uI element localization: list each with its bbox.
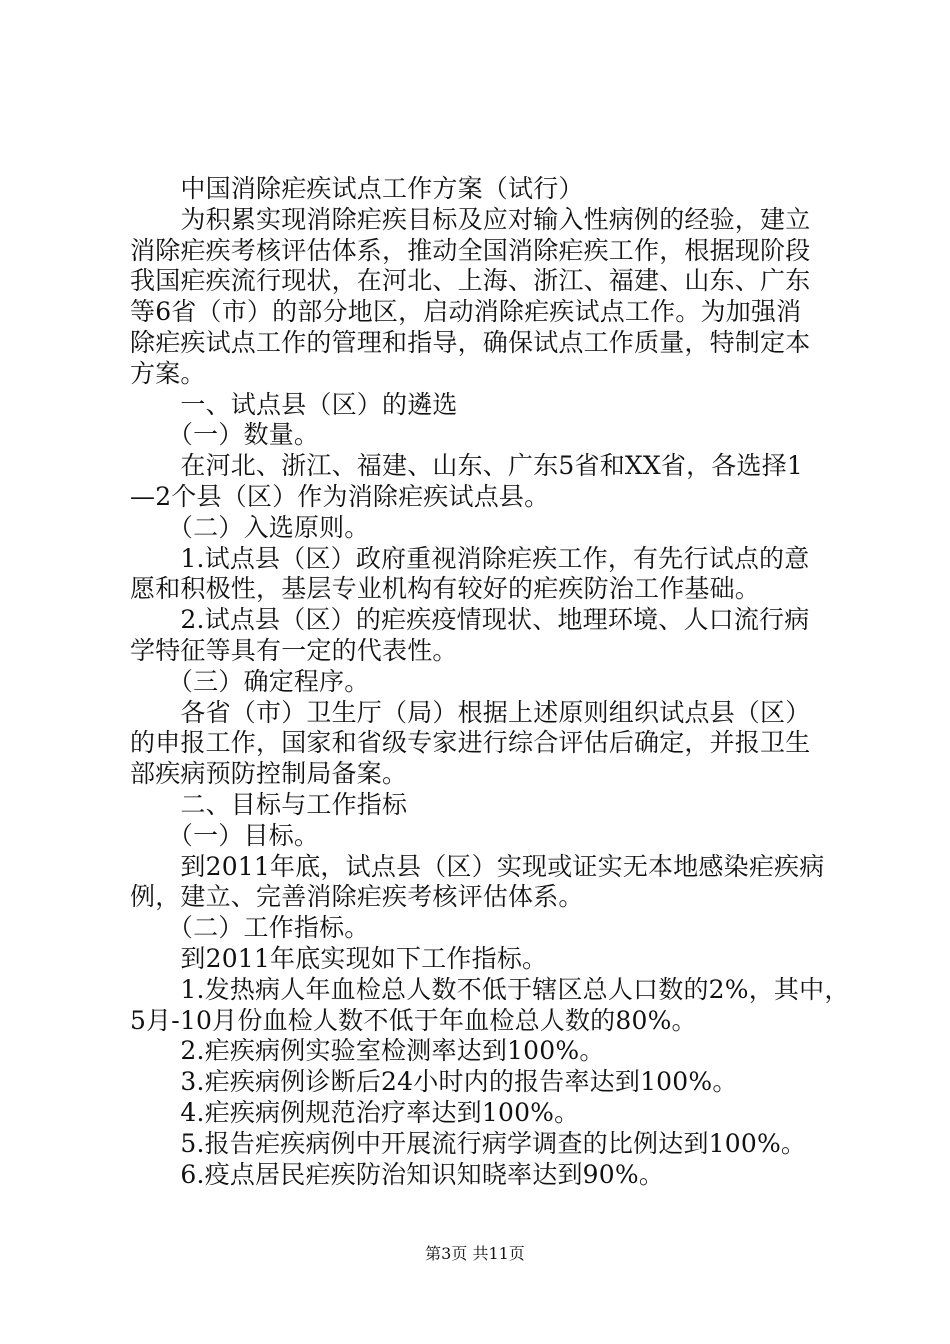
document-body xyxy=(130,174,850,1190)
document-line: 二、目标与工作指标 xyxy=(130,789,408,819)
document-line: 2.疟疾病例实验室检测率达到100%。 xyxy=(130,1036,605,1066)
document-line: 2.试点县（区）的疟疾疫情现状、地理环境、人口流行病 xyxy=(130,605,810,635)
document-line: 消除疟疾考核评估体系，推动全国消除疟疾工作，根据现阶段 xyxy=(130,235,811,265)
document-line: 各省（市）卫生厅（局）根据上述原则组织试点县（区） xyxy=(130,697,811,727)
document-line: 例，建立、完善消除疟疾考核评估体系。 xyxy=(130,882,584,912)
document-line: 1.试点县（区）政府重视消除疟疾工作，有先行试点的意 xyxy=(130,543,810,573)
document-line: —2个县（区）作为消除疟疾试点县。 xyxy=(130,481,550,511)
document-line: 中国消除疟疾试点工作方案（试行） xyxy=(130,174,584,203)
document-line: 4.疟疾病例规范治疗率达到100%。 xyxy=(130,1097,580,1127)
document-line: 愿和积极性，基层专业机构有较好的疟疾防治工作基础。 xyxy=(130,574,761,604)
document-line: 除疟疾试点工作的管理和指导，确保试点工作质量，特制定本 xyxy=(130,327,811,357)
document-line: 在河北、浙江、福建、山东、广东5省和XX省，各选择1 xyxy=(130,451,804,481)
document-line: 5.报告疟疾病例中开展流行病学调查的比例达到100%。 xyxy=(130,1128,807,1158)
document-line: 到2011年底，试点县（区）实现或证实无本地感染疟疾病 xyxy=(130,851,825,881)
document-line: （二）入选原则。 xyxy=(130,512,370,542)
document-line: （一）目标。 xyxy=(130,820,320,850)
document-line: （三）确定程序。 xyxy=(130,666,370,696)
document-line: 1.发热病人年血检总人数不低于辖区总人口数的2%，其中， xyxy=(130,974,850,1004)
document-line: 学特征等具有一定的代表性。 xyxy=(130,635,458,665)
document-line: 一、试点县（区）的遴选 xyxy=(130,389,458,419)
page-footer: 第3页 共11页 xyxy=(425,1244,525,1263)
document-line: 部疾病预防控制局备案。 xyxy=(130,759,408,789)
document-line: 5月-10月份血检人数不低于年血检总人数的80%。 xyxy=(130,1005,697,1035)
document-line: 我国疟疾流行现状，在河北、上海、浙江、福建、山东、广东 xyxy=(130,266,811,296)
document-line: 6.疫点居民疟疾防治知识知晓率达到90%。 xyxy=(130,1159,665,1189)
document-line: （二）工作指标。 xyxy=(130,913,370,943)
document-line: 方案。 xyxy=(130,358,206,388)
document-line: 等6省（市）的部分地区，启动消除疟疾试点工作。为加强消 xyxy=(130,297,802,327)
document-line: 的申报工作，国家和省级专家进行综合评估后确定，并报卫生 xyxy=(130,728,811,758)
document-line: 到2011年底实现如下工作指标。 xyxy=(130,943,548,973)
document-line: （一）数量。 xyxy=(130,420,320,450)
document-line: 3.疟疾病例诊断后24小时内的报告率达到100%。 xyxy=(130,1067,738,1097)
document-line: 为积累实现消除疟疾目标及应对输入性病例的经验，建立 xyxy=(130,204,811,234)
